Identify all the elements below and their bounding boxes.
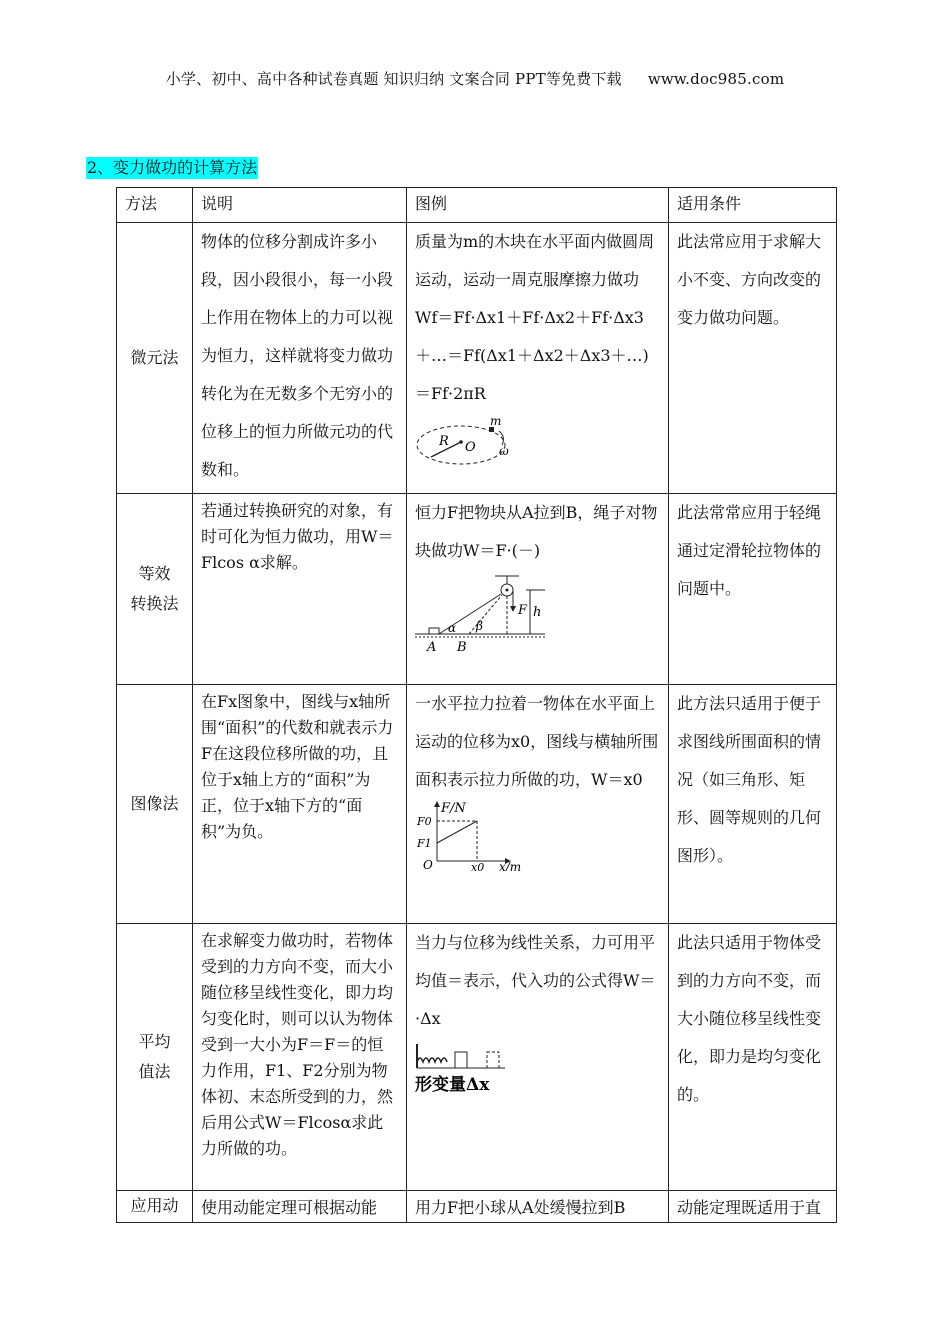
label-F0: F0 xyxy=(417,815,432,828)
force-displacement-graph xyxy=(415,801,535,871)
label-A: A xyxy=(427,640,437,654)
spring-coil xyxy=(417,1058,447,1062)
method-cell: 微元法 xyxy=(117,223,193,494)
label-F: F xyxy=(518,603,528,618)
table-row xyxy=(117,685,837,924)
desc-cell: 使用动能定理可根据动能 xyxy=(193,1191,407,1223)
label-O: O xyxy=(465,440,476,455)
table-header-row xyxy=(117,188,837,223)
desc-cell: 若通过转换研究的对象，有时可化为恒力做功，用W＝Flcos α求解。 xyxy=(193,494,407,685)
label-origin: O xyxy=(423,858,433,871)
example-text: 质量为m的木块在水平面内做圆周运动，运动一周克服摩擦力做功 Wf＝Ff·Δx1＋Ff·Δx2＋Ff·Δx3＋…＝Ff(Δx1＋Δx2＋Δx3＋…)＝Ff·2πR xyxy=(415,232,655,403)
cond-cell: 此方法只适用于便于求图线所围面积的情况（如三角形、矩形、圆等规则的几何图形）。 xyxy=(669,685,837,924)
header-cell-method: 方法 xyxy=(117,188,193,223)
label-R: R xyxy=(439,434,449,449)
cond-cell: 此法只适用于物体受到的力方向不变，而大小随位移呈线性变化，即力是均匀变化的。 xyxy=(669,924,837,1191)
deformation-caption: 形变量Δx xyxy=(415,1075,490,1095)
label-beta: β xyxy=(476,619,483,633)
cond-cell: 此法常应用于求解大小不变、方向改变的变力做功问题。 xyxy=(669,223,837,494)
label-alpha: α xyxy=(448,621,457,635)
y-axis-arrow xyxy=(434,801,440,807)
table-row xyxy=(117,924,837,1191)
header-cell-desc: 说明 xyxy=(193,188,407,223)
label-y-axis: F/N xyxy=(441,801,466,816)
desc-cell: 在Fx图象中，图线与x轴所围“面积”的代数和就表示力F在这段位移所做的功，且位于x轴上方的“面积”为正，位于x轴下方的“面积”为负。 xyxy=(193,685,407,924)
label-x-axis: x/m xyxy=(499,860,522,871)
cond-cell: 动能定理既适用于直 xyxy=(669,1191,837,1223)
table-row xyxy=(117,1191,837,1223)
pulley-diagram xyxy=(415,572,550,654)
example-cell xyxy=(407,223,669,494)
label-omega: ω xyxy=(499,444,509,458)
method-cell: 平均 值法 xyxy=(117,924,193,1191)
header-cell-cond: 适用条件 xyxy=(669,188,837,223)
rope-to-B xyxy=(469,595,502,634)
block-at-A xyxy=(429,628,439,634)
block-final xyxy=(487,1052,499,1068)
force-line xyxy=(437,821,477,843)
method-cell: 应用动 xyxy=(117,1191,193,1223)
circular-motion-diagram xyxy=(415,415,515,469)
label-m: m xyxy=(490,415,502,428)
table-row xyxy=(117,494,837,685)
pulley-axle xyxy=(506,589,509,592)
header-cell-example: 图例 xyxy=(407,188,669,223)
label-x0: x0 xyxy=(471,861,485,871)
header-text: 小学、初中、高中各种试卷真题 知识归纳 文案合同 PPT等免费下载 xyxy=(165,70,622,88)
example-text: 恒力F把物块从A拉到B，绳子对物块做功W＝F·(－) xyxy=(415,503,658,560)
cond-cell: 此法常常应用于轻绳通过定滑轮拉物体的问题中。 xyxy=(669,494,837,685)
example-cell xyxy=(407,494,669,685)
desc-cell: 物体的位移分割成许多小段，因小段很小，每一小段上作用在物体上的力可以视为恒力，这样就将变力做功转化为在无数多个无穷小的位移上的恒力所做元功的代数和。 xyxy=(193,223,407,494)
center-dot xyxy=(459,440,463,444)
example-cell xyxy=(407,924,669,1191)
desc-cell: 在求解变力做功时，若物体受到的力方向不变，而大小随位移呈线性变化，即力均匀变化时，则可以认为物体受到一大小为F＝F＝的恒力作用，F1、F2分别为物体初、末态所受到的力，然后用公式W＝Flcosα求此力所做的功。 xyxy=(193,924,407,1191)
method-cell: 图像法 xyxy=(117,685,193,924)
label-B: B xyxy=(457,640,467,654)
label-h: h xyxy=(533,605,542,620)
example-cell xyxy=(407,685,669,924)
method-cell: 等效 转换法 xyxy=(117,494,193,685)
example-cell: 用力F把小球从A处缓慢拉到B xyxy=(407,1191,669,1223)
section-title: 2、变力做功的计算方法 xyxy=(87,158,258,177)
example-text: 当力与位移为线性关系，力可用平均值＝表示，代入功的公式得W＝·Δx xyxy=(415,933,656,1028)
page-header xyxy=(0,68,950,89)
example-text: 一水平拉力拉着一物体在水平面上运动的位移为x0，图线与横轴所围面积表示拉力所做的功，W＝x0 xyxy=(415,694,659,789)
block-initial xyxy=(455,1052,467,1068)
table-row xyxy=(117,223,837,494)
methods-table xyxy=(116,187,837,1223)
force-arrow xyxy=(510,606,516,612)
header-site-link[interactable]: www.doc985.com xyxy=(647,70,785,88)
label-F1: F1 xyxy=(417,837,432,850)
spring-diagram xyxy=(415,1040,515,1100)
